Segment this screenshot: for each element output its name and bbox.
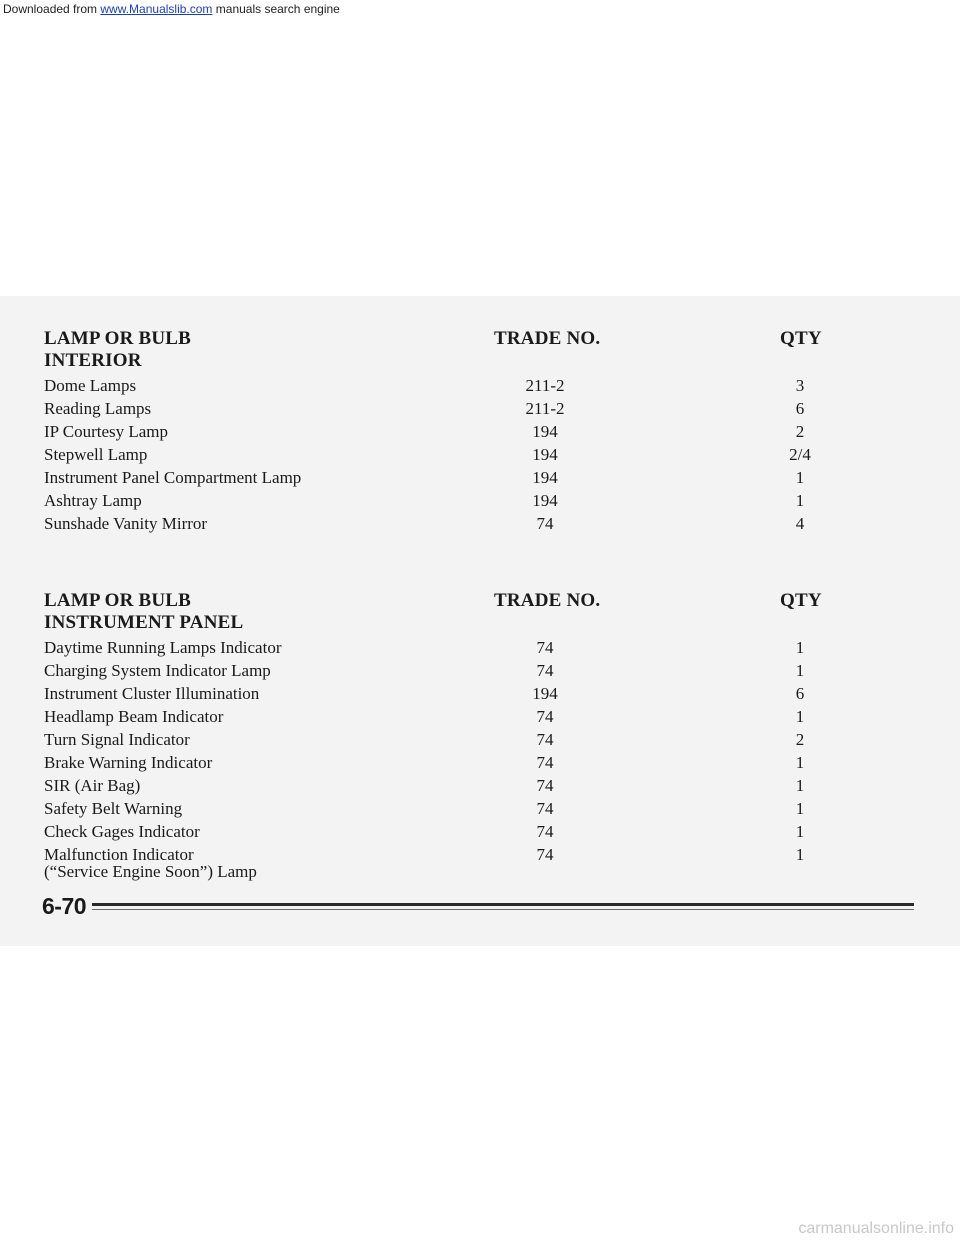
page-number: 6-70 — [42, 893, 87, 919]
lamp-name: Brake Warning Indicator — [44, 753, 213, 772]
column-header-lamp: LAMP OR BULB — [44, 328, 192, 349]
lamp-name: Instrument Cluster Illumination — [44, 684, 260, 703]
quantity: 2 — [795, 730, 805, 749]
interior-rows — [0, 376, 960, 537]
table-row — [0, 491, 960, 514]
quantity: 1 — [795, 822, 805, 841]
quantity: 1 — [795, 799, 805, 818]
table-row — [0, 468, 960, 491]
quantity: 4 — [795, 514, 805, 533]
table-row — [0, 753, 960, 776]
quantity: 1 — [795, 753, 805, 772]
trade-number: 194 — [532, 491, 558, 510]
trade-number: 194 — [532, 468, 558, 487]
trade-number: 74 — [536, 707, 554, 726]
lamp-name: Dome Lamps — [44, 376, 137, 395]
trade-number: 74 — [536, 514, 554, 533]
column-header-qty: QTY — [780, 328, 822, 349]
watermark: carmanualsonline.info — [798, 1220, 954, 1237]
lamp-name: Turn Signal Indicator — [44, 730, 190, 749]
quantity: 1 — [795, 468, 805, 487]
lamp-name: Instrument Panel Compartment Lamp — [44, 468, 302, 487]
quantity: 6 — [795, 684, 805, 703]
table-row — [0, 707, 960, 730]
table-row — [0, 845, 960, 881]
trade-number: 74 — [536, 799, 554, 818]
lamp-name: Stepwell Lamp — [44, 445, 148, 464]
quantity: 1 — [795, 638, 805, 657]
section-title-instrument-panel: INSTRUMENT PANEL — [44, 612, 244, 633]
download-banner-text — [3, 2, 340, 16]
lamp-name: Headlamp Beam Indicator — [44, 707, 224, 726]
column-header-lamp: LAMP OR BULB — [44, 590, 192, 611]
table-row — [0, 684, 960, 707]
trade-number: 74 — [536, 845, 554, 864]
lamp-name: Ashtray Lamp — [44, 491, 142, 510]
download-banner — [0, 0, 960, 18]
trade-number: 194 — [532, 445, 558, 464]
quantity: 1 — [795, 707, 805, 726]
table-row — [0, 799, 960, 822]
trade-number: 194 — [532, 422, 558, 441]
trade-number: 211-2 — [525, 376, 565, 395]
download-prefix: Downloaded from — [3, 2, 101, 16]
column-header-trade-no: TRADE NO. — [494, 590, 601, 611]
table-row — [0, 514, 960, 537]
quantity: 1 — [795, 845, 805, 864]
lamp-name: SIR (Air Bag) — [44, 776, 141, 795]
lamp-name: Malfunction Indicator — [44, 845, 194, 864]
lamp-name: Reading Lamps — [44, 399, 152, 418]
quantity: 3 — [795, 376, 805, 395]
table-row — [0, 638, 960, 661]
trade-number: 211-2 — [525, 399, 565, 418]
trade-number: 74 — [536, 661, 554, 680]
trade-number: 74 — [536, 638, 554, 657]
trade-number: 74 — [536, 730, 554, 749]
instrument-panel-rows — [0, 638, 960, 881]
table-row — [0, 822, 960, 845]
lamp-name: Charging System Indicator Lamp — [44, 661, 271, 680]
trade-number: 74 — [536, 753, 554, 772]
quantity: 1 — [795, 491, 805, 510]
trade-number: 194 — [532, 684, 558, 703]
table-row — [0, 376, 960, 399]
table-row — [0, 661, 960, 684]
lamp-name: Check Gages Indicator — [44, 822, 200, 841]
quantity: 6 — [795, 399, 805, 418]
table-row — [0, 422, 960, 445]
lamp-name: Safety Belt Warning — [44, 799, 183, 818]
column-header-qty: QTY — [780, 590, 822, 611]
table-row — [0, 399, 960, 422]
trade-number: 74 — [536, 822, 554, 841]
quantity: 2/4 — [789, 445, 811, 464]
lamp-name: Daytime Running Lamps Indicator — [44, 638, 282, 657]
footer-rule-thin — [92, 909, 914, 910]
table-row — [0, 730, 960, 753]
table-row — [0, 445, 960, 468]
lamp-name: Sunshade Vanity Mirror — [44, 514, 208, 533]
quantity: 2 — [795, 422, 805, 441]
table-row — [0, 776, 960, 799]
section-title-interior: INTERIOR — [44, 350, 142, 371]
manualslib-link[interactable]: www.Manualslib.com — [100, 2, 213, 16]
trade-number: 74 — [536, 776, 554, 795]
download-suffix: manuals search engine — [212, 2, 340, 16]
lamp-name-line2: (“Service Engine Soon”) Lamp — [44, 862, 257, 881]
column-header-trade-no: TRADE NO. — [494, 328, 601, 349]
quantity: 1 — [795, 661, 805, 680]
lamp-name: IP Courtesy Lamp — [44, 422, 169, 441]
quantity: 1 — [795, 776, 805, 795]
footer-rule — [92, 903, 914, 906]
